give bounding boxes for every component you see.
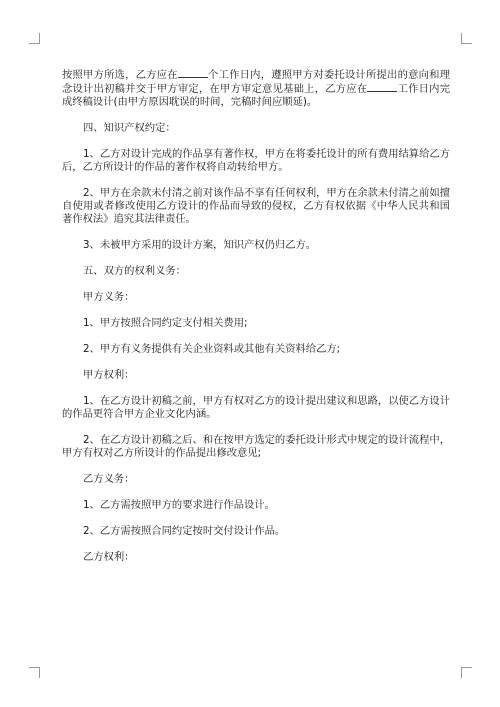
subheading: 乙方权利： xyxy=(83,551,135,563)
subheading: 甲方权利： xyxy=(83,369,135,381)
subheading: 乙方义务： xyxy=(83,473,135,485)
document-body xyxy=(62,68,450,577)
paragraph: 1、在乙方设计初稿之前，甲方有权对乙方的设计提出建议和思路，以使乙方设计的作品更符合甲方企业文化内涵。 xyxy=(62,395,450,420)
paragraph: 3、未被甲方采用的设计方案，知识产权仍归乙方。 xyxy=(83,239,317,251)
crop-mark-bottom-right xyxy=(461,667,472,678)
paragraph: 1、乙方对设计完成的作品享有著作权，甲方在将委托设计的所有费用结算给乙方后，乙方所设计的作品的著作权将自动转给甲方。 xyxy=(62,148,450,173)
text-run: 个工作日内，遵照甲方对委托设计所提出的意向和理念设计出初稿并交于甲方审定，在甲方审定意见基础上，乙方应在 xyxy=(62,69,451,95)
fill-blank xyxy=(178,68,208,78)
paragraph: 1、乙方需按照甲方的要求进行作品设计。 xyxy=(83,499,275,511)
text-run: 按照甲方所选，乙方应在 xyxy=(62,69,178,81)
paragraph: 2、甲方在余款未付清之前对该作品不享有任何权利，甲方在余款未付清之前如擅自使用或者修改使用乙方设计的作品而导致的侵权，乙方有权依据《中华人民共和国著作权法》追究其法律责任。 xyxy=(62,187,450,225)
crop-mark-top-right xyxy=(461,33,472,44)
crop-mark-top-left xyxy=(29,33,40,44)
section-heading-ip: 四、知识产权约定： xyxy=(83,122,176,134)
paragraph: 2、甲方有义务提供有关企业资料或其他有关资料给乙方; xyxy=(83,343,341,355)
paragraph-completion-terms xyxy=(62,68,450,109)
crop-mark-bottom-left xyxy=(29,667,40,678)
paragraph: 2、在乙方设计初稿之后、和在按甲方选定的委托设计形式中规定的设计流程中，甲方有权对乙方所设计的作品提出修改意见; xyxy=(62,434,450,459)
paragraph: 1、甲方按照合同约定支付相关费用; xyxy=(83,317,248,329)
paragraph: 2、乙方需按照合同约定按时交付设计作品。 xyxy=(83,525,286,537)
fill-blank xyxy=(367,82,397,92)
text-run: 工作日内完成终稿设计(由甲方原因耽误的时间，完稿时间应顺延)。 xyxy=(62,83,451,108)
section-heading-rights: 五、双方的权利义务： xyxy=(83,265,186,277)
subheading: 甲方义务： xyxy=(83,291,135,303)
